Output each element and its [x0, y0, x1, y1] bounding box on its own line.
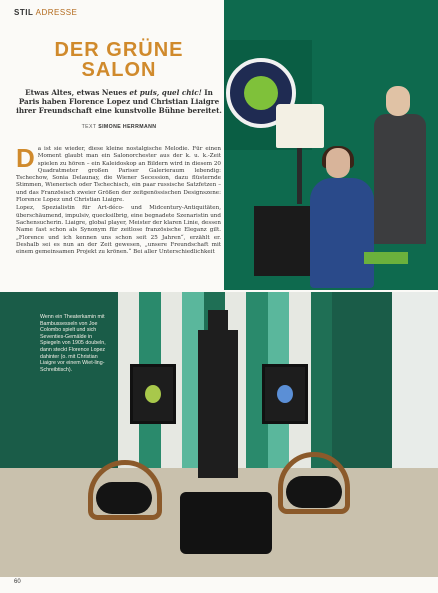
painting-circle-right — [277, 385, 293, 403]
lead-text-1: Etwas Altes, etwas Neues — [25, 88, 130, 97]
author-credit — [16, 124, 222, 130]
mirror-painting-left — [130, 364, 176, 424]
painting-circle-left — [145, 385, 161, 403]
article-title — [14, 40, 224, 80]
credit-label: TEXT — [81, 124, 99, 130]
chair-seat-left — [96, 482, 152, 514]
lead-text-2: In Paris haben Florence Lopez und Christian Liaigre ihrer Freundschaft eine kunstvolle Bühne bereitet. — [16, 88, 222, 115]
subsection-label: ADRESSE — [35, 8, 78, 17]
green-chair — [364, 252, 408, 264]
title-line-2: SALON — [81, 59, 157, 81]
window — [392, 292, 438, 488]
coffee-table — [180, 492, 272, 554]
man-figure — [374, 114, 426, 244]
lamp-shade — [276, 104, 324, 148]
salon-photo — [0, 292, 438, 577]
paragraph-1-text: a ist sie wieder, diese kleine nostalgische Melodie. Für einen Moment glaubt man ein Salonorchester aus der k. u. k.-Zeit spielen zu hören – ein Kaleidoskop an Bildern wird in diesem 20 Quadratmeter großen Pariser Galerieraum lebendig: Tschechow, Sonia Delaunay, die Wiener Secession, dazu flüsternde Stimmen, Wienerisch oder Tschechisch, ein paar russische Satzfetzen – und das Französisch zweier Größen der zeitgenössischen Designszene: Florence Lopez und Christian Liaigre. — [16, 146, 221, 204]
page-number: 60 — [14, 579, 21, 585]
portrait-photo — [224, 0, 438, 290]
paragraph-1 — [16, 146, 221, 204]
lamp-stand — [297, 148, 302, 204]
author-name: SIMONE HERRMANN — [98, 124, 157, 130]
article-lead — [16, 88, 222, 115]
chair-seat-right — [286, 476, 342, 508]
drop-cap: D — [16, 146, 35, 173]
man-head — [386, 86, 410, 116]
green-circle — [244, 76, 278, 110]
woman-head — [326, 148, 350, 178]
section-label: STIL — [14, 8, 34, 17]
theatre-fireplace — [198, 330, 238, 478]
paragraph-2: Lopez, Spezialistin für Art-déco- und Midcentury-Antiquitäten, überschäumend, impulsiv, quecksilbrig, eine begnadete Szenaristin und Sachensucherin. Liaigre, global player, Meister der klaren Linie, dessen Name fast schon als Synonym für zeitlose französische Eleganz gilt. „Florence und ich kennen uns schon seit 25 Jahren“, erzählt er. Deshalb sei es nun an der Zeit gewesen, „unsere Freundschaft mit einem gemeinsamen Projekt zu krönen.“ Bei aller Unterschiedlichkeit — [16, 205, 221, 256]
article-body — [16, 146, 221, 286]
photo-caption: Wenn ein Theaterkamin mit Bambussesseln von Joe Colombo spielt und sich Seventies-Gemälde in Spiegeln von 1905 doubeln, dann steckt Florence Lopez dahinter (o. mit Christian Liaigre vor einem Wiet-ling-Schreibtisch). — [40, 314, 106, 373]
mirror-painting-right — [262, 364, 308, 424]
section-header — [14, 8, 77, 17]
title-line-1: DER GRÜNE — [54, 39, 184, 61]
lead-emphasis: et puis, quel chic! — [129, 88, 202, 97]
woman-figure — [310, 178, 374, 288]
